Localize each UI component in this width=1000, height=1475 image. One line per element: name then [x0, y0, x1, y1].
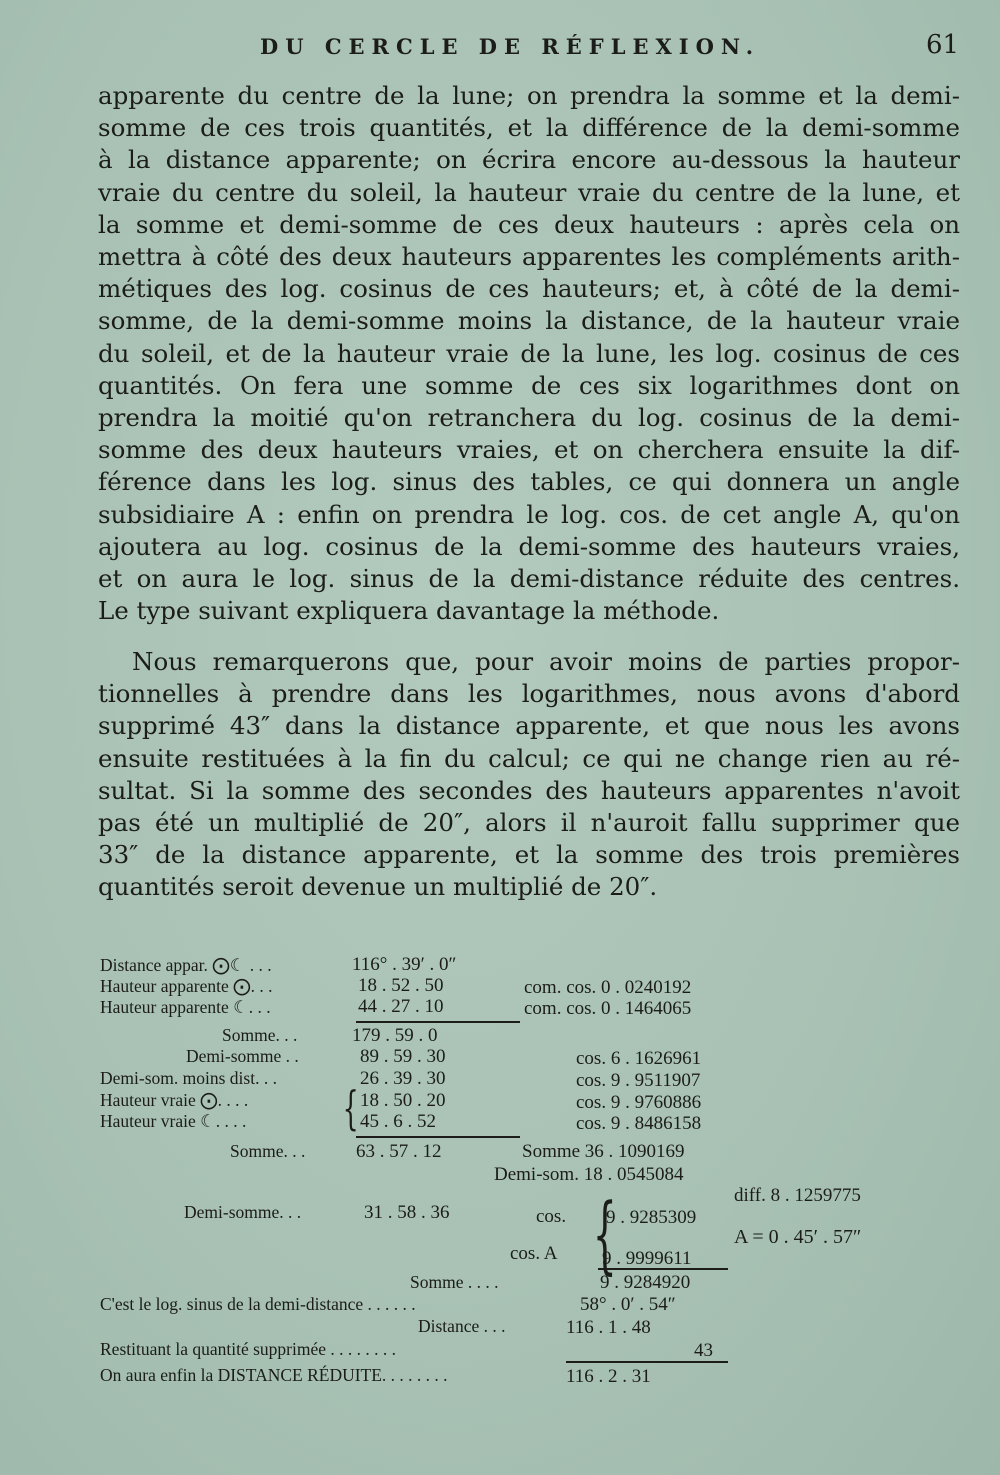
row-log: 9 . 9999611 [602, 1248, 692, 1269]
row-value: 45 . 6 . 52 [360, 1111, 436, 1132]
row-log: Demi-som. 18 . 0545084 [494, 1164, 684, 1185]
row-log: 9 . 9285309 [606, 1207, 697, 1228]
text-line: ajoutera au log. cosinus de la demi-somme des hauteurs vraies, [98, 531, 960, 561]
row-label: Demi-som. moins dist. . . [100, 1068, 277, 1088]
page-number: 61 [926, 30, 960, 60]
text-line: quantités. On fera une somme de ces six logarithmes dont on [98, 370, 960, 400]
text-line: tionnelles à prendre dans les logarithmes, nous avons d'abord [98, 679, 960, 709]
row-label: Distance . . . [418, 1316, 506, 1336]
row-label: Distance appar. ⨀☾ . . . [100, 955, 272, 975]
running-head: DU CERCLE DE RÉFLEXION. [260, 34, 761, 59]
difference: diff. 8 . 1259775 [734, 1185, 861, 1206]
text-line: Le type suivant expliquera davantage la méthode. [98, 596, 720, 626]
row-log: cos. 9 . 9511907 [576, 1070, 701, 1091]
row-label: Restituant la quantité supprimée . . . . . . . . [100, 1339, 396, 1359]
final-value: 116 . 2 . 31 [566, 1366, 651, 1387]
text-line: subsidiaire A : enfin on prendra le log. cos. de cet angle A, qu'on [98, 499, 960, 529]
row-value: 18 . 50 . 20 [360, 1090, 446, 1111]
row-label: Hauteur apparente ⨀. . . [100, 976, 273, 996]
row-label: Somme . . . . [410, 1272, 499, 1292]
row-value: 58° . 0′ . 54″ [580, 1294, 676, 1315]
row-label: Demi-somme. . . [184, 1202, 302, 1222]
row-label: Somme. . . [230, 1141, 306, 1161]
row-label: On aura enfin la DISTANCE RÉDUITE. . . . . . . . [100, 1365, 448, 1385]
left-brace: { [342, 1081, 359, 1135]
row-value: 116 . 1 . 48 [566, 1317, 651, 1338]
row-value: 179 . 59 . 0 [352, 1025, 438, 1046]
text-line: supprimé 43″ dans la distance apparente, et que nous les avons [98, 711, 960, 741]
row-value: 26 . 39 . 30 [360, 1068, 446, 1089]
text-line: férence dans les log. sinus des tables, ce qui donnera un angle [98, 467, 960, 497]
cos-label: cos. [536, 1206, 567, 1227]
row-value: 18 . 52 . 50 [358, 975, 444, 996]
text-line: sultat. Si la somme des secondes des hauteurs apparentes n'avoit [98, 775, 960, 805]
text-line: ensuite restituées à la fin du calcul; ce qui ne change rien au ré- [98, 743, 960, 773]
big-brace: { [592, 1185, 617, 1283]
row-label: Hauteur vraie ☾. . . . [100, 1111, 247, 1131]
row-log: cos. 9 . 8486158 [576, 1113, 702, 1134]
row-value: 43 [694, 1340, 713, 1361]
sum-rule [566, 1361, 728, 1363]
row-log: 9 . 9284920 [600, 1272, 691, 1293]
row-label: Demi-somme . . [186, 1046, 299, 1066]
angle-A: A = 0 . 45′ . 57″ [734, 1226, 862, 1248]
row-label: Somme. . . [222, 1025, 298, 1045]
row-log: Somme 36 . 1090169 [522, 1141, 685, 1162]
text-line: métiques des log. cosinus de ces hauteurs; et, à côté de la demi- [98, 274, 960, 304]
text-line: 33″ de la distance apparente, et la somme des trois premières [98, 840, 960, 870]
sum-rule [356, 1136, 520, 1138]
row-log: cos. 6 . 1626961 [576, 1048, 702, 1069]
row-value: 44 . 27 . 10 [358, 996, 444, 1017]
sum-rule [598, 1268, 728, 1270]
row-label: Hauteur vraie ⨀. . . . [100, 1090, 249, 1110]
sum-rule [356, 1021, 520, 1023]
text-line: la somme et demi-somme de ces deux hauteurs : après cela on [98, 209, 960, 239]
row-label: C'est le log. sinus de la demi-distance . . . . . . [100, 1294, 416, 1314]
text-line: pas été un multiplié de 20″, alors il n'auroit fallu supprimer que [98, 808, 960, 838]
cos-label: cos. A [510, 1243, 558, 1264]
row-log: cos. 9 . 9760886 [576, 1092, 702, 1113]
text-line: du soleil, et de la hauteur vraie de la lune, les log. cosinus de ces [98, 338, 960, 368]
row-value: 63 . 57 . 12 [356, 1141, 442, 1162]
text-line: vraie du centre du soleil, la hauteur vraie du centre de la lune, et [98, 177, 960, 207]
text-line: mettra à côté des deux hauteurs apparentes les compléments arith- [98, 242, 960, 272]
row-log: com. cos. 0 . 1464065 [524, 998, 692, 1019]
text-line: et on aura le log. sinus de la demi-distance réduite des centres. [98, 564, 960, 594]
row-value: 89 . 59 . 30 [360, 1046, 446, 1067]
row-value: 116° . 39′ . 0″ [352, 954, 457, 975]
row-log: com. cos. 0 . 0240192 [524, 977, 692, 998]
text-line: quantités seroit devenue un multiplié de 20″. [98, 872, 658, 902]
text-line: somme des deux hauteurs vraies, et on cherchera ensuite la dif- [98, 435, 960, 465]
text-line: somme de ces trois quantités, et la différence de la demi-somme [98, 113, 960, 143]
text-line: somme, de la demi-somme moins la distance, de la hauteur vraie [98, 306, 960, 336]
row-value: 31 . 58 . 36 [364, 1202, 450, 1223]
text-line: prendra la moitié qu'on retranchera du log. cosinus de la demi- [98, 403, 960, 433]
text-line: apparente du centre de la lune; on prendra la somme et la demi- [98, 81, 960, 110]
row-label: Hauteur apparente ☾. . . [100, 997, 271, 1017]
text-line: Nous remarquerons que, pour avoir moins de parties propor- [132, 647, 960, 676]
text-line: à la distance apparente; on écrira encore au-dessous la hauteur [98, 145, 960, 175]
